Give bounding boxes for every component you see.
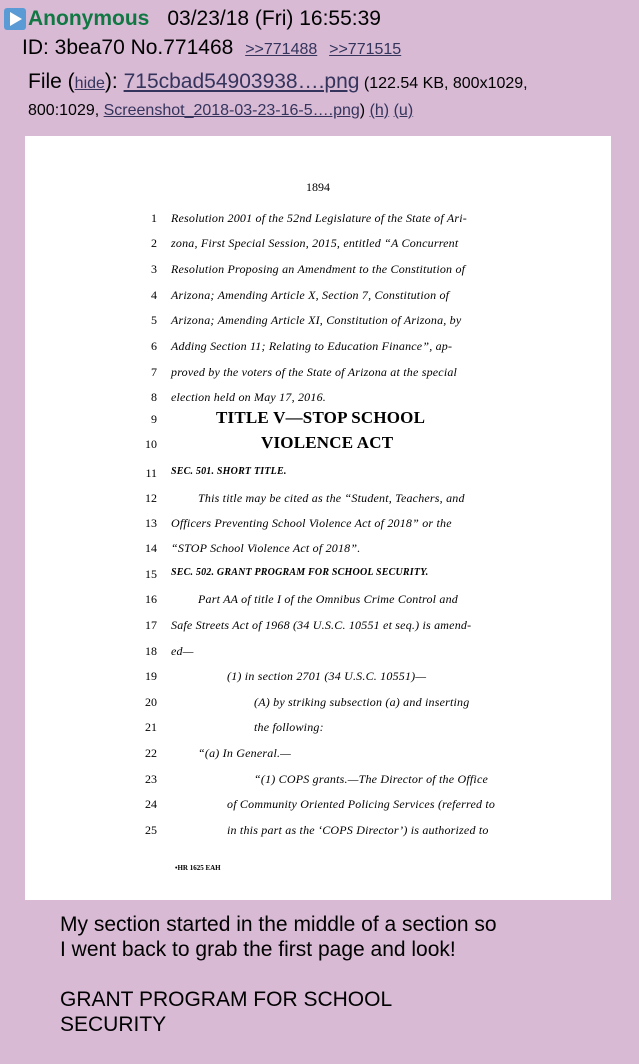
file-meta-1: (122.54 KB, 800x1029, bbox=[359, 75, 528, 92]
line-number: 23 bbox=[145, 772, 157, 786]
line-text: Officers Preventing School Violence Act of 2018” or the bbox=[171, 516, 452, 530]
message-line: My section started in the middle of a section so bbox=[60, 913, 497, 936]
line-number: 19 bbox=[145, 669, 157, 683]
file-link[interactable]: 715cbad54903938….png bbox=[123, 70, 360, 93]
line-text: TITLE V—STOP SCHOOL bbox=[216, 408, 426, 427]
line-text: Part AA of title I of the Omnibus Crime Control and bbox=[198, 592, 458, 606]
line-number: 1 bbox=[151, 211, 157, 225]
line-text: election held on May 17, 2016. bbox=[171, 390, 326, 404]
file-mid: ): bbox=[104, 70, 124, 93]
post-datetime: 03/23/18 (Fri) 16:55:39 bbox=[167, 7, 381, 30]
post-id: ID: 3bea70 No.771468 bbox=[22, 36, 234, 59]
post-header bbox=[4, 6, 381, 32]
line-text: Adding Section 11; Relating to Education Finance”, ap- bbox=[171, 339, 453, 353]
line-text: SEC. 502. GRANT PROGRAM FOR SCHOOL SECURITY. bbox=[171, 567, 429, 578]
line-number: 9 bbox=[151, 412, 157, 426]
line-text: “STOP School Violence Act of 2018”. bbox=[171, 541, 361, 555]
line-number: 2 bbox=[151, 236, 157, 250]
quotelink-1[interactable]: >>771488 bbox=[245, 41, 318, 58]
u-link[interactable]: (u) bbox=[393, 102, 414, 119]
line-number: 6 bbox=[151, 339, 157, 353]
line-text: This title may be cited as the “Student, Teachers, and bbox=[198, 491, 465, 505]
line-number: 22 bbox=[145, 746, 157, 760]
line-text: in this part as the ‘COPS Director’) is authorized to bbox=[227, 823, 489, 837]
line-number: 20 bbox=[145, 695, 157, 709]
line-text: “(a) In General.— bbox=[198, 746, 292, 760]
line-number: 10 bbox=[145, 437, 157, 451]
file-meta-2: 800:1029, bbox=[28, 102, 104, 119]
line-number: 4 bbox=[151, 288, 157, 302]
file-info-2 bbox=[28, 102, 413, 120]
hide-link[interactable]: hide bbox=[74, 75, 105, 92]
line-text: Arizona; Amending Article XI, Constitution of Arizona, by bbox=[171, 313, 462, 327]
line-number: 13 bbox=[145, 516, 157, 530]
original-filename-link[interactable]: Screenshot_2018-03-23-16-5….png bbox=[103, 102, 360, 119]
line-number: 7 bbox=[151, 365, 157, 379]
line-text: (1) in section 2701 (34 U.S.C. 10551)— bbox=[227, 669, 427, 683]
line-text: Arizona; Amending Article X, Section 7, Constitution of bbox=[171, 288, 450, 302]
line-text: (A) by striking subsection (a) and inserting bbox=[254, 695, 470, 709]
line-text: Resolution 2001 of the 52nd Legislature of the State of Ari- bbox=[171, 211, 467, 225]
post-id-line bbox=[22, 36, 401, 60]
h-link[interactable]: (h) bbox=[369, 102, 390, 119]
line-number: 25 bbox=[145, 823, 157, 837]
line-text: SEC. 501. SHORT TITLE. bbox=[171, 466, 287, 477]
line-number: 14 bbox=[145, 541, 157, 555]
line-number: 5 bbox=[151, 313, 157, 327]
line-text: “(1) COPS grants.—The Director of the Office bbox=[254, 772, 489, 786]
line-text: ed— bbox=[171, 644, 194, 658]
line-number: 12 bbox=[145, 491, 157, 505]
line-text: the following: bbox=[254, 720, 324, 734]
line-number: 15 bbox=[145, 567, 157, 581]
line-text: zona, First Special Session, 2015, entitled “A Concurrent bbox=[171, 236, 459, 250]
line-number: 3 bbox=[151, 262, 157, 276]
line-text: proved by the voters of the State of Arizona at the special bbox=[171, 365, 458, 379]
line-text: Safe Streets Act of 1968 (34 U.S.C. 10551 et seq.) is amend- bbox=[171, 618, 472, 632]
line-number: 21 bbox=[145, 720, 157, 734]
line-number: 11 bbox=[145, 466, 157, 480]
line-number: 18 bbox=[145, 644, 157, 658]
line-text: Resolution Proposing an Amendment to the Constitution of bbox=[171, 262, 466, 276]
bill-footer: •HR 1625 EAH bbox=[175, 864, 221, 872]
quotelink-2[interactable]: >>771515 bbox=[329, 41, 402, 58]
attached-image[interactable] bbox=[25, 136, 611, 900]
line-text: of Community Oriented Policing Services (referred to bbox=[227, 797, 496, 811]
message-line: I went back to grab the first page and look! bbox=[60, 938, 456, 961]
page-number: 1894 bbox=[306, 180, 330, 194]
line-number: 8 bbox=[151, 390, 157, 404]
message-line: GRANT PROGRAM FOR SCHOOL bbox=[60, 988, 393, 1011]
line-number: 16 bbox=[145, 592, 157, 606]
poster-name: Anonymous bbox=[28, 7, 150, 30]
play-icon[interactable] bbox=[4, 8, 26, 30]
file-close: ) bbox=[359, 102, 370, 119]
line-number: 17 bbox=[145, 618, 157, 632]
file-info bbox=[28, 70, 528, 94]
line-text: VIOLENCE ACT bbox=[261, 433, 394, 452]
file-prefix: File ( bbox=[28, 70, 75, 93]
post-message bbox=[60, 912, 497, 1037]
line-number: 24 bbox=[145, 797, 157, 811]
message-line: SECURITY bbox=[60, 1013, 167, 1036]
